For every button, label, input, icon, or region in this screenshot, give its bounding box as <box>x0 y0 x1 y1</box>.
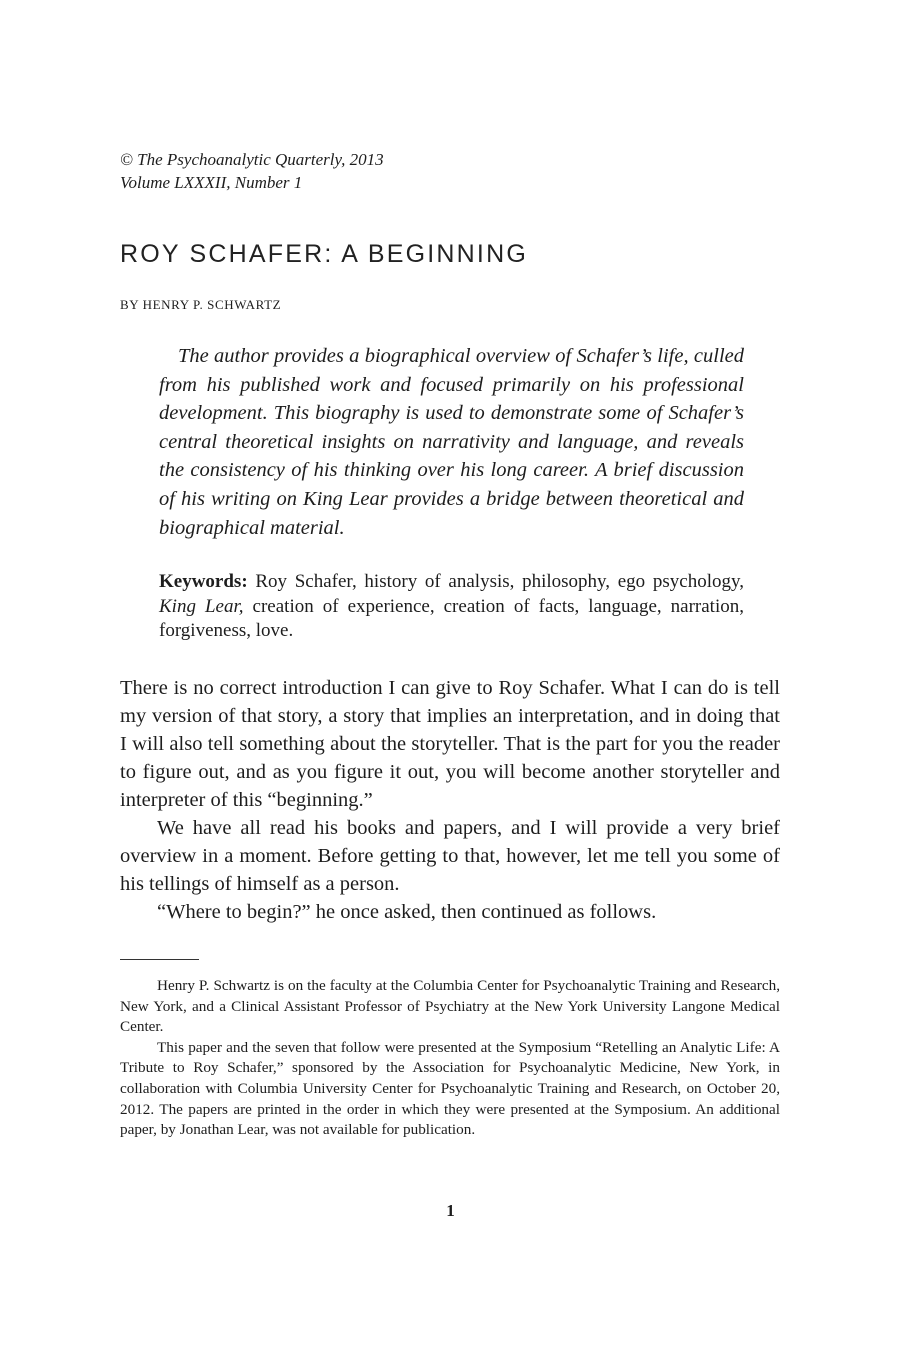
body-text <box>120 674 780 926</box>
article-byline: BY HENRY P. SCHWARTZ <box>120 297 282 312</box>
article-title: ROY SCHAFER: A BEGINNING <box>120 240 528 268</box>
keywords-paragraph <box>159 570 744 644</box>
journal-volume-line: Volume LXXXII, Number 1 <box>120 173 303 192</box>
keywords-text-part2: creation of experience, creation of facts, language, narration, forgiveness, love. <box>159 595 744 641</box>
journal-copyright-line: © The Psychoanalytic Quarterly, 2013 <box>120 150 384 169</box>
body-paragraph-3: “Where to begin?” he once asked, then continued as follows. <box>157 901 657 923</box>
footnote-divider <box>120 959 199 960</box>
footnote-author-affiliation: Henry P. Schwartz is on the faculty at the Columbia Center for Psychoanalytic Training and Research, New York, and a Clinical Assistant Professor of Psychiatry at the New York University Langone Medical Center. <box>120 977 780 1036</box>
abstract-paragraph: The author provides a biographical overview of Schafer’s life, culled from his published work and focused primarily on his professional development. This biography is used to demonstrate some of Schafer’s central theoretical insights on narrativity and language, and reveals the consistency of his thinking over his long career. A brief discussion of his writing on King Lear provides a bridge between theoretical and biographical material. <box>159 345 744 539</box>
body-paragraph-2: We have all read his books and papers, and I will provide a very brief overview in a moment. Before getting to that, however, let me tell you some of his tellings of himself as a person. <box>120 817 780 895</box>
body-paragraph-1: There is no correct introduction I can give to Roy Schafer. What I can do is tell my version of that story, a story that implies an interpretation, and in doing that I will also tell something about the storyteller. That is the part for you the reader to figure out, and as you figure it out, you will become another storyteller and interpreter of this “beginning.” <box>120 677 780 811</box>
keywords-label: Keywords: <box>159 571 248 592</box>
footnotes <box>120 976 780 1141</box>
journal-citation <box>120 148 384 194</box>
keywords-text-part1: Roy Schafer, history of analysis, philosophy, ego psychology, <box>247 571 744 592</box>
footnote-symposium: This paper and the seven that follow were presented at the Symposium “Retelling an Analytic Life: A Tribute to Roy Schafer,” sponsored by the Association for Psychoanalytic Medicine, New York, in collaboration with Columbia University Center for Psychoanalytic Training and Research, on October 20, 2012. The papers are printed in the order in which they were presented at the Symposium. An additional paper, by Jonathan Lear, was not available for publication. <box>120 1038 780 1139</box>
page-number: 1 <box>446 1201 455 1220</box>
keywords-italic-title: King Lear, <box>159 595 244 617</box>
